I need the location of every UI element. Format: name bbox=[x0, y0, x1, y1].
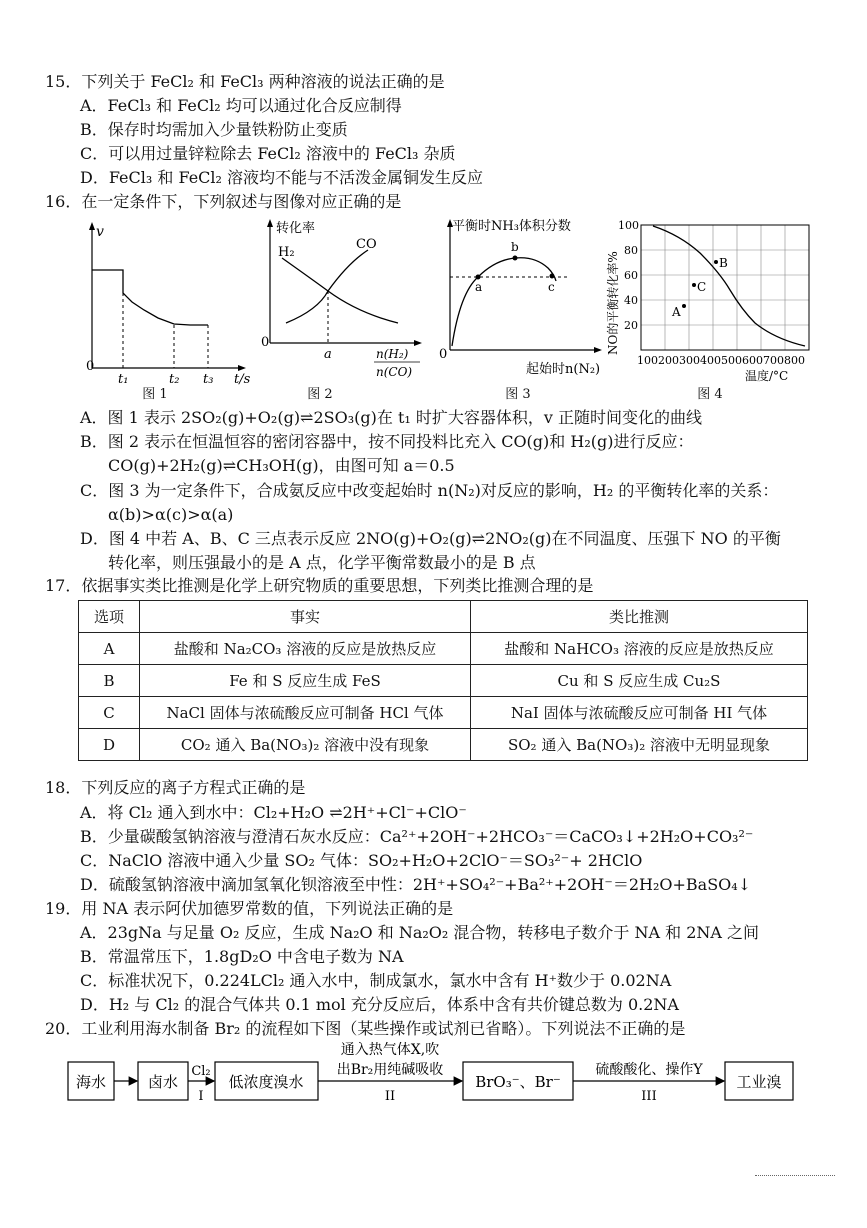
q19-option-a: A．23gNa 与足量 O₂ 反应，生成 Na₂O 和 Na₂O₂ 混合物，转移电子数介于 NA 和 2NA 之间 bbox=[80, 923, 760, 942]
q19-stem: 19．用 NA 表示阿伏加德罗常数的值，下列说法正确的是 bbox=[45, 899, 454, 918]
flow-step1-reagent: Cl₂ bbox=[191, 1064, 211, 1079]
page-footer-dots bbox=[755, 1175, 835, 1176]
flow-box-dilute-bromine: 低浓度溴水 bbox=[228, 1073, 304, 1091]
figure-3 bbox=[430, 218, 610, 383]
fig4-point-a: A bbox=[672, 305, 681, 319]
table-cell: SO₂ 通入 Ba(NO₃)₂ 溶液中无明显现象 bbox=[471, 729, 808, 761]
fig3-caption: 图 3 bbox=[505, 387, 531, 402]
q20-stem: 20．工业利用海水制备 Br₂ 的流程如下图（某些操作或试剂已省略）。下列说法不正确的是 bbox=[45, 1019, 686, 1038]
table-row bbox=[79, 697, 808, 729]
q15-stem: 15．下列关于 FeCl₂ 和 FeCl₃ 两种溶液的说法正确的是 bbox=[45, 72, 445, 91]
table-header: 事实 bbox=[140, 601, 471, 633]
fig2-caption: 图 2 bbox=[307, 387, 333, 402]
fig1-ylabel: v bbox=[96, 224, 104, 240]
fig2-curve-co: CO bbox=[356, 237, 377, 252]
fig4-ylabel: NO的平衡转化率% bbox=[606, 251, 620, 355]
flow-step3-reagent: 硫酸酸化、操作Y bbox=[595, 1062, 703, 1078]
flow-step1-label: I bbox=[198, 1089, 204, 1104]
fig2-curve-h2: H₂ bbox=[278, 245, 295, 260]
fig1-tick-t1: t₁ bbox=[118, 372, 129, 387]
fig2-xlabel-num: n(H₂) bbox=[376, 347, 409, 361]
figure-4 bbox=[606, 215, 820, 383]
table-row bbox=[79, 729, 808, 761]
q16-option-c-line1: C．图 3 为一定条件下，合成氨反应中改变起始时 n(N₂)对反应的影响，H₂ 的平衡转化率的关系： bbox=[80, 481, 779, 500]
q15-option-c: C．可以用过量锌粒除去 FeCl₂ 溶液中的 FeCl₃ 杂质 bbox=[80, 144, 456, 163]
fig4-xlabel: 温度/°C bbox=[745, 369, 789, 383]
q15-option-d: D．FeCl₃ 和 FeCl₂ 溶液均不能与不活泼金属铜发生反应 bbox=[80, 168, 484, 187]
fig4-caption: 图 4 bbox=[697, 387, 723, 402]
fig4-ytick-60: 60 bbox=[624, 269, 638, 282]
fig2-origin: 0 bbox=[261, 335, 270, 350]
flow-step2-label: II bbox=[384, 1089, 396, 1104]
q19-option-b: B．常温常压下，1.8gD₂O 中含电子数为 NA bbox=[80, 947, 404, 966]
flow-box-brine: 卤水 bbox=[147, 1073, 179, 1091]
table-cell: Fe 和 S 反应生成 FeS bbox=[140, 665, 471, 697]
q15-option-a: A．FeCl₃ 和 FeCl₂ 均可以通过化合反应制得 bbox=[80, 96, 402, 115]
q20-flowchart bbox=[60, 1040, 820, 1115]
table-row bbox=[79, 633, 808, 665]
table-cell: NaCl 固体与浓硫酸反应可制备 HCl 气体 bbox=[140, 697, 471, 729]
q19-option-c: C．标准状况下，0.224LCl₂ 通入水中，制成氯水，氯水中含有 H⁺数少于 0.02NA bbox=[80, 971, 672, 990]
table-cell: NaI 固体与浓硫酸反应可制备 HI 气体 bbox=[471, 697, 808, 729]
q18-option-b: B．少量碳酸氢钠溶液与澄清石灰水反应：Ca²⁺+2OH⁻+2HCO₃⁻＝CaCO₃↓+2H₂O+CO₃²⁻ bbox=[80, 827, 754, 846]
fig1-tick-t3: t₃ bbox=[203, 372, 214, 387]
table-cell: 盐酸和 NaHCO₃ 溶液的反应是放热反应 bbox=[471, 633, 808, 665]
fig1-origin: 0 bbox=[86, 359, 95, 374]
q19-option-d: D．H₂ 与 Cl₂ 的混合气体共 0.1 mol 充分反应后，体系中含有共价键总数为 0.2NA bbox=[80, 995, 679, 1014]
fig4-xticks: 100200300400500600700800 bbox=[637, 354, 805, 367]
fig2-ylabel: 转化率 bbox=[276, 221, 316, 236]
q17-table bbox=[78, 600, 808, 761]
table-cell: D bbox=[79, 729, 140, 761]
fig1-caption: 图 1 bbox=[142, 387, 168, 402]
table-cell: C bbox=[79, 697, 140, 729]
table-cell: CO₂ 通入 Ba(NO₃)₂ 溶液中没有现象 bbox=[140, 729, 471, 761]
flow-box-seawater: 海水 bbox=[75, 1073, 107, 1091]
flow-box-bro3-br: BrO₃⁻、Br⁻ bbox=[475, 1073, 561, 1091]
q18-option-c: C．NaClO 溶液中通入少量 SO₂ 气体：SO₂+H₂O+2ClO⁻＝SO₃²⁻+ 2HClO bbox=[80, 851, 643, 870]
q16-option-b-line1: B．图 2 表示在恒温恒容的密闭容器中，按不同投料比充入 CO(g)和 H₂(g)进行反应： bbox=[80, 432, 694, 451]
figure-1 bbox=[82, 218, 262, 387]
fig4-point-b: B bbox=[719, 256, 728, 270]
table-header-row bbox=[79, 601, 808, 633]
flow-step2-reagent-line2: 出Br₂用纯碱吸收 bbox=[336, 1062, 444, 1078]
flow-step2-reagent-line1: 通入热气体X,吹 bbox=[340, 1042, 440, 1058]
fig3-point-c: c bbox=[548, 280, 555, 294]
fig4-ytick-20: 20 bbox=[624, 319, 638, 332]
fig3-origin: 0 bbox=[439, 347, 448, 362]
flow-step3-label: III bbox=[641, 1089, 657, 1104]
q16-option-d-line1: D．图 4 中若 A、B、C 三点表示反应 2NO(g)+O₂(g)⇌2NO₂(g)在不同温度、压强下 NO 的平衡 bbox=[80, 529, 781, 548]
fig1-xunit: t/s bbox=[234, 372, 251, 387]
q16-option-d-line2: 转化率，则压强最小的是 A 点，化学平衡常数最小的是 B 点 bbox=[108, 553, 536, 572]
fig4-ytick-80: 80 bbox=[624, 244, 638, 257]
fig4-point-c: C bbox=[697, 280, 707, 294]
table-header: 选项 bbox=[79, 601, 140, 633]
fig2-xlabel-den: n(CO) bbox=[376, 365, 413, 379]
fig2-xmark-a: a bbox=[324, 347, 332, 362]
figure-2 bbox=[258, 218, 428, 383]
q18-option-a: A．将 Cl₂ 通入到水中：Cl₂+H₂O ⇌2H⁺+Cl⁻+ClO⁻ bbox=[80, 803, 467, 822]
fig4-ytick-100: 100 bbox=[618, 219, 639, 232]
table-header: 类比推测 bbox=[471, 601, 808, 633]
q17-stem: 17．依据事实类比推测是化学上研究物质的重要思想，下列类比推测合理的是 bbox=[45, 576, 594, 595]
q16-option-c-line2: α(b)>α(c)>α(a) bbox=[108, 505, 234, 524]
table-cell: 盐酸和 Na₂CO₃ 溶液的反应是放热反应 bbox=[140, 633, 471, 665]
fig3-point-a: a bbox=[475, 280, 483, 294]
q16-option-a: A．图 1 表示 2SO₂(g)+O₂(g)⇌2SO₃(g)在 t₁ 时扩大容器体积，v 正随时间变化的曲线 bbox=[80, 408, 703, 427]
table-cell: Cu 和 S 反应生成 Cu₂S bbox=[471, 665, 808, 697]
q18-option-d: D．硫酸氢钠溶液中滴加氢氧化钡溶液至中性：2H⁺+SO₄²⁻+Ba²⁺+2OH⁻＝2H₂O+BaSO₄↓ bbox=[80, 875, 752, 894]
fig3-xlabel: 起始时n(N₂) bbox=[526, 362, 601, 377]
fig4-ytick-40: 40 bbox=[624, 294, 638, 307]
table-cell: B bbox=[79, 665, 140, 697]
flow-box-industrial-bromine: 工业溴 bbox=[736, 1073, 782, 1091]
table-row bbox=[79, 665, 808, 697]
q15-option-b: B．保存时均需加入少量铁粉防止变质 bbox=[80, 120, 348, 139]
q16-option-b-line2: CO(g)+2H₂(g)⇌CH₃OH(g)，由图可知 a＝0.5 bbox=[108, 456, 455, 475]
fig1-tick-t2: t₂ bbox=[169, 372, 180, 387]
fig3-point-b: b bbox=[511, 240, 519, 254]
table-cell: A bbox=[79, 633, 140, 665]
fig3-ylabel: 平衡时NH₃体积分数 bbox=[452, 219, 571, 234]
q18-stem: 18．下列反应的离子方程式正确的是 bbox=[45, 778, 306, 797]
q16-stem: 16．在一定条件下，下列叙述与图像对应正确的是 bbox=[45, 192, 402, 211]
